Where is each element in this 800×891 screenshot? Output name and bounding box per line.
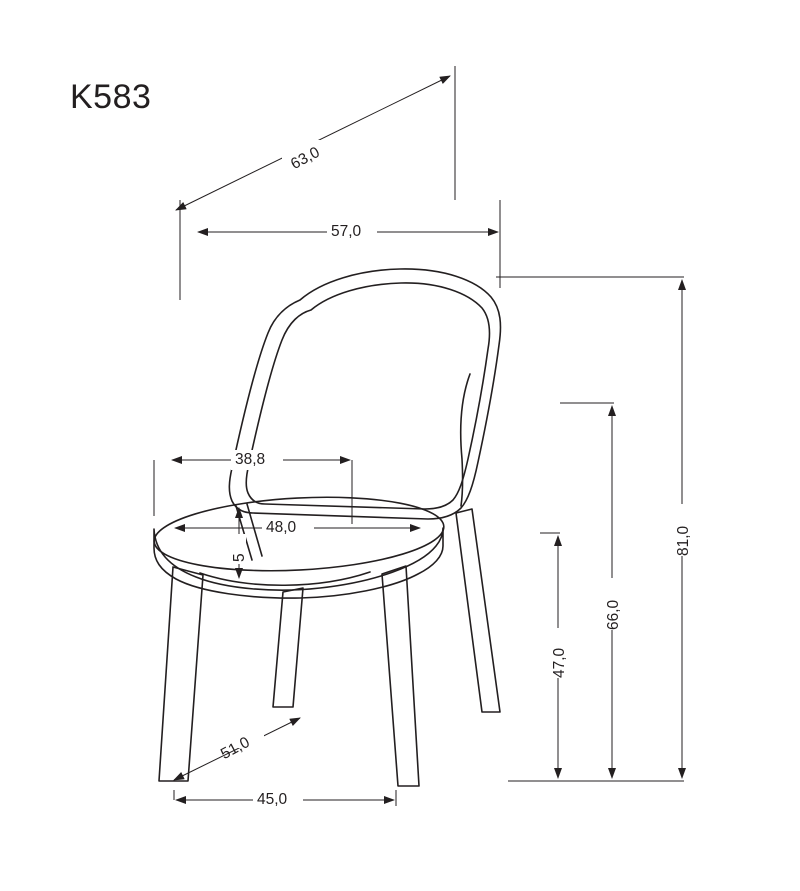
backrest-crease — [461, 374, 470, 506]
dimension-label-seat-depth: 48,0 — [266, 519, 297, 536]
dimension-label-base-width: 45,0 — [257, 791, 288, 808]
backrest-inner-seam — [246, 283, 489, 509]
dimension-label-backrest-height: 66,0 — [605, 599, 622, 630]
label-masks — [214, 140, 694, 811]
front-left-leg — [159, 567, 203, 781]
seat-under-rail — [200, 572, 370, 585]
dimension-label-width-top: 57,0 — [331, 223, 362, 240]
seat-side — [154, 528, 443, 598]
backrest-outer — [229, 269, 500, 519]
dimension-label-total-height: 81,0 — [675, 525, 692, 556]
back-left-leg — [382, 566, 419, 786]
front-middle-leg — [273, 588, 303, 707]
dimension-label-leg-spread: 51,0 — [218, 733, 253, 764]
dimension-lines — [154, 66, 684, 806]
dimension-label-seat-thickness: 5 — [231, 553, 248, 562]
chair-outline — [152, 269, 500, 786]
dimension-label-seat-height: 47,0 — [551, 647, 568, 678]
dimension-label-backrest-width: 38,8 — [235, 451, 266, 468]
page-title: K583 — [70, 78, 152, 116]
back-right-leg — [456, 509, 500, 712]
dimension-label-depth-diagonal: 63,0 — [288, 143, 323, 174]
